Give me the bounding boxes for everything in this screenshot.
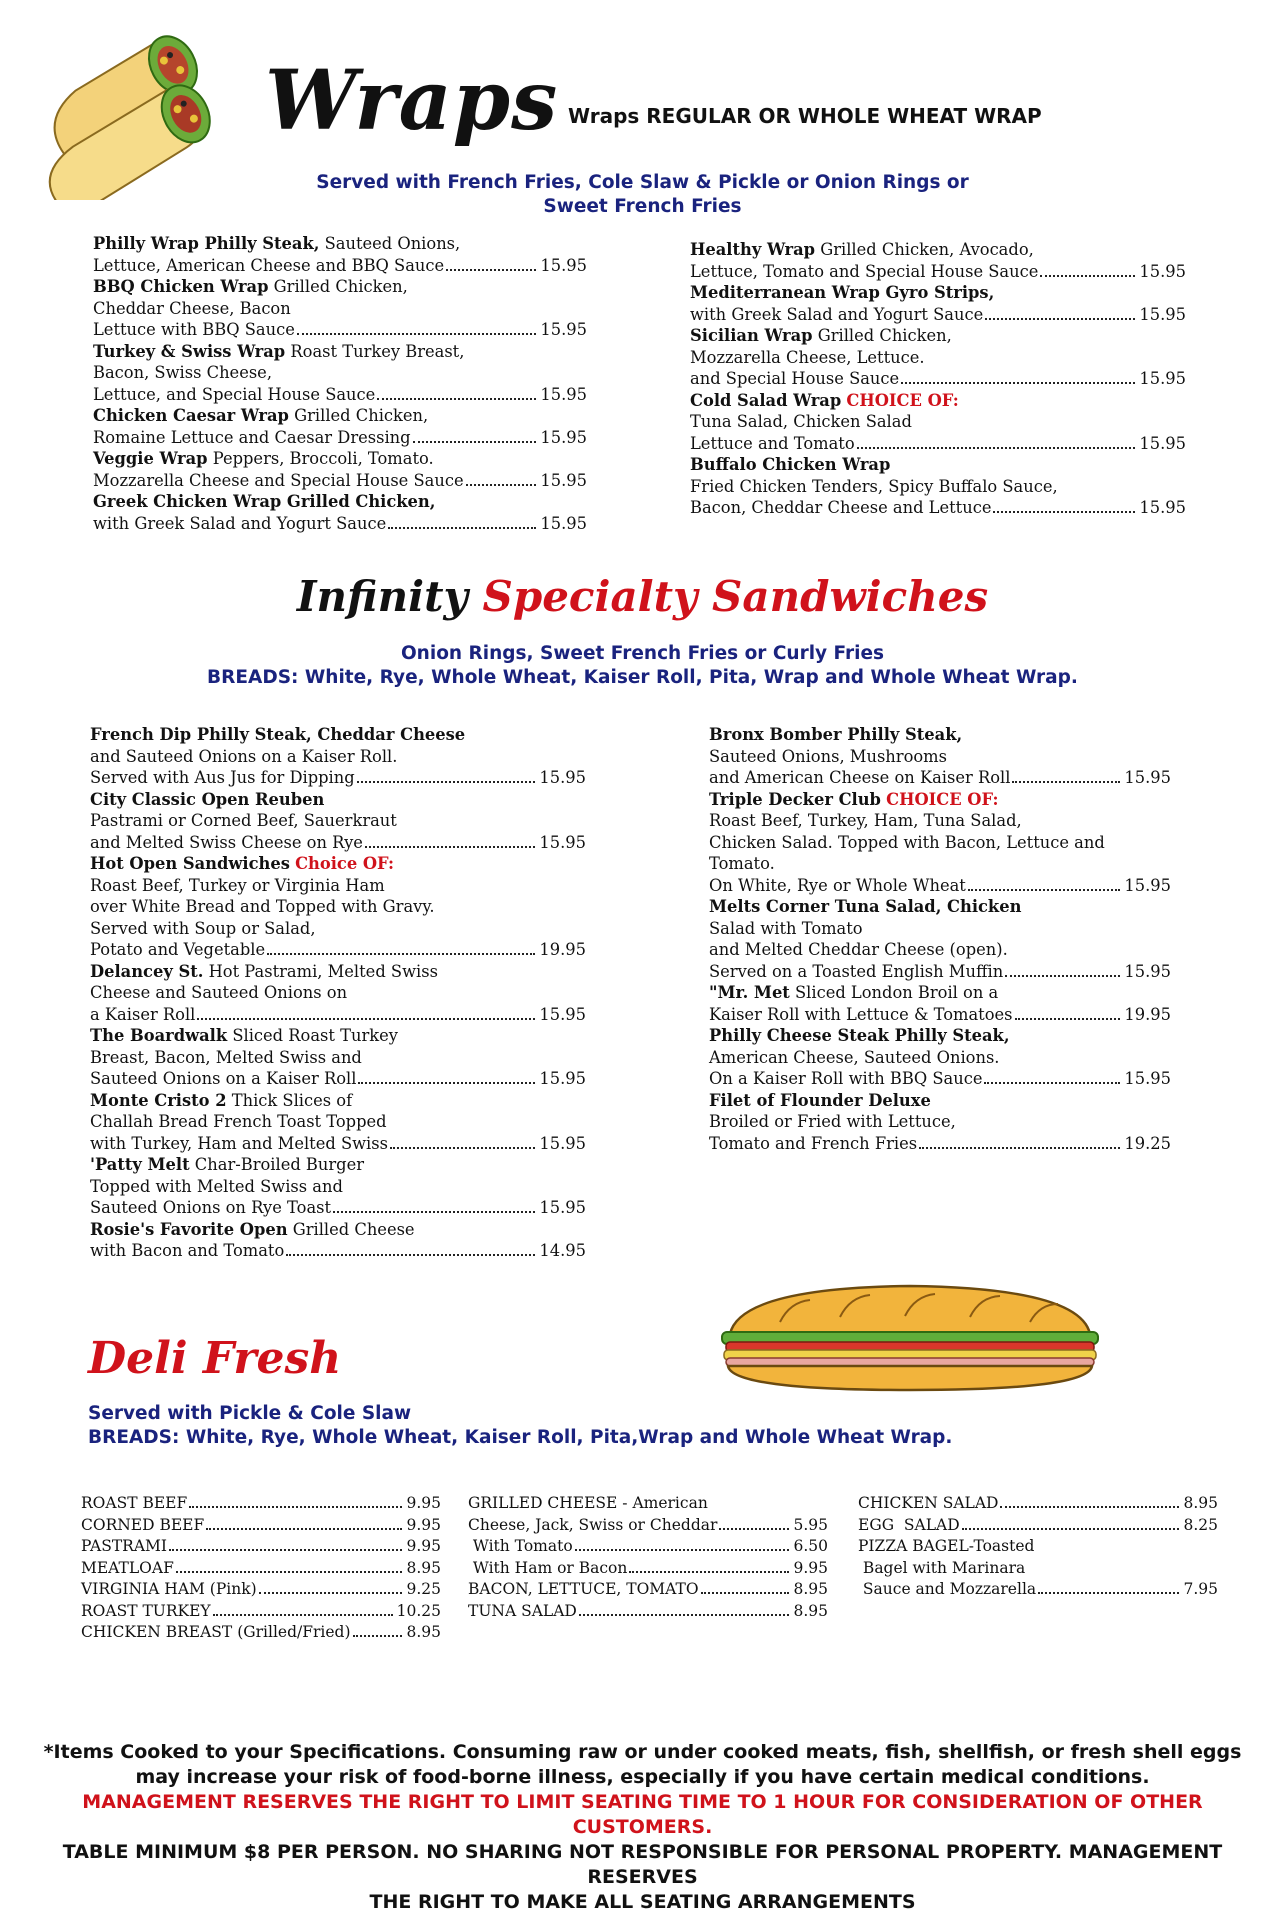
wraps-left-column [93, 233, 587, 534]
dot-leader [901, 382, 1135, 384]
item-price: 15.95 [540, 427, 587, 447]
menu-item [93, 233, 587, 276]
item-desc: Broiled or Fried with Lettuce, [709, 1112, 956, 1131]
item-desc: Cheese and Sauteed Onions on [90, 983, 348, 1002]
specialty-title-red: Specialty Sandwiches [482, 572, 989, 621]
item-price: 19.95 [1124, 1004, 1171, 1024]
deli-title: Deli Fresh [88, 1333, 342, 1384]
item-desc: Served on a Toasted English Muffin [709, 961, 1004, 981]
deli-item-price: 9.25 [406, 1580, 441, 1598]
menu-item [93, 491, 587, 534]
deli-notes [88, 1402, 952, 1450]
item-desc: and Sauteed Onions on a Kaiser Roll. [90, 746, 398, 766]
deli-item-label: MEATLOAF [81, 1558, 174, 1577]
deli-item [858, 1515, 1218, 1537]
deli-item-label: PIZZA BAGEL-Toasted [858, 1537, 1035, 1555]
item-desc: with Greek Salad and Yogurt Sauce [690, 304, 984, 324]
wraps-served-line-1: Served with French Fries, Cole Slaw & Pickle or Onion Rings or [316, 172, 969, 193]
item-desc: On White, Rye or Whole Wheat [709, 875, 966, 895]
footer-disclaimer [40, 1740, 1245, 1915]
deli-item-label: Bagel with Marinara [858, 1558, 1026, 1577]
dot-leader [984, 1082, 1120, 1084]
item-desc: Lettuce, and Special House Sauce [93, 384, 376, 404]
choice-label: Choice OF: [295, 854, 395, 873]
item-price: 19.25 [1124, 1133, 1171, 1153]
deli-item [81, 1579, 441, 1601]
deli-item [468, 1558, 828, 1580]
dot-leader [1038, 1592, 1179, 1594]
dot-leader [466, 484, 537, 486]
item-desc: Roast Turkey Breast, [290, 341, 465, 361]
menu-item [90, 1025, 586, 1090]
item-desc: Grilled Chicken, [294, 406, 429, 425]
item-name: Greek Chicken Wrap Grilled Chicken, [93, 492, 436, 511]
dot-leader [353, 1635, 403, 1637]
item-desc: with Greek Salad and Yogurt Sauce [93, 513, 387, 533]
item-desc: Sauteed Onions on Rye Toast [90, 1198, 332, 1217]
item-name: Filet of Flounder Deluxe [709, 1090, 931, 1110]
item-desc: Chicken Salad. Topped with Bacon, Lettuce and Tomato. [709, 832, 1105, 873]
menu-item [690, 390, 1186, 455]
item-desc: Mozzarella Cheese, Lettuce. [690, 347, 925, 367]
deli-item [81, 1493, 441, 1515]
specialty-note-breads: BREADS: White, Rye, Whole Wheat, Kaiser Roll, Pita, Wrap and Whole Wheat Wrap. [207, 667, 1078, 688]
dot-leader [575, 1549, 790, 1551]
item-desc: Thick Slices of [231, 1090, 353, 1110]
item-name: Turkey & Swiss Wrap [93, 341, 286, 361]
item-price: 15.95 [1139, 304, 1186, 324]
item-desc: Hot Pastrami, Melted Swiss [208, 961, 438, 981]
footer-line-4: TABLE MINIMUM $8 PER PERSON. NO SHARING NOT RESPONSIBLE FOR PERSONAL PROPERTY. MANAGEMENT RESERVES [62, 1841, 1223, 1888]
dot-leader [993, 511, 1135, 513]
item-name: Cold Salad Wrap [690, 390, 842, 410]
dot-leader [267, 953, 535, 955]
footer-line-5: THE RIGHT TO MAKE ALL SEATING ARRANGEMENTS [369, 1891, 916, 1913]
deli-item-price: 7.95 [1183, 1580, 1218, 1598]
dot-leader [413, 441, 537, 443]
dot-leader [259, 1592, 403, 1594]
deli-item-price: 9.95 [406, 1515, 441, 1534]
item-desc: Kaiser Roll with Lettuce & Tomatoes [709, 1004, 1013, 1024]
item-name: Chicken Caesar Wrap [93, 406, 289, 425]
deli-item-label: BACON, LETTUCE, TOMATO [468, 1580, 699, 1598]
dot-leader [719, 1528, 789, 1530]
dot-leader [365, 846, 535, 848]
sub-sandwich-illustration [710, 1282, 1105, 1394]
item-name: Healthy Wrap [690, 240, 816, 259]
item-desc: and American Cheese on Kaiser Roll [709, 768, 1011, 787]
item-desc: Peppers, Broccoli, Tomato. [212, 449, 434, 468]
item-desc: Pastrami or Corned Beef, Sauerkraut [90, 811, 397, 830]
item-desc: with Bacon and Tomato [90, 1241, 285, 1260]
item-price: 15.95 [539, 1004, 586, 1024]
specialty-right-column [709, 724, 1171, 1154]
dot-leader [377, 398, 536, 400]
dot-leader [919, 1147, 1120, 1149]
menu-item [709, 982, 1171, 1025]
item-desc: Tomato and French Fries [709, 1133, 918, 1153]
deli-item-price: 8.95 [1183, 1494, 1218, 1512]
item-desc: Mozzarella Cheese and Special House Sauce [93, 470, 464, 490]
item-price: 15.95 [1139, 369, 1186, 388]
item-desc: Grilled Cheese [292, 1219, 415, 1239]
deli-item-price: 8.95 [406, 1623, 441, 1641]
menu-item [709, 1090, 1171, 1155]
deli-item-label: CHICKEN SALAD [858, 1494, 999, 1512]
wraps-served-line-2: Sweet French Fries [543, 196, 742, 217]
menu-item [90, 789, 586, 854]
item-desc: Topped with Melted Swiss and [90, 1176, 343, 1196]
choice-label: CHOICE OF: [846, 390, 959, 410]
deli-item-price: 9.95 [406, 1537, 441, 1555]
item-desc: Challah Bread French Toast Topped [90, 1112, 387, 1131]
menu-item [90, 961, 586, 1026]
item-price: 15.95 [1139, 261, 1186, 281]
item-desc: Bacon, Cheddar Cheese and Lettuce [690, 498, 992, 517]
item-desc: Bacon, Swiss Cheese, [93, 363, 272, 382]
item-price: 15.95 [540, 255, 587, 275]
item-desc: Char-Broiled Burger [194, 1155, 365, 1174]
item-desc: with Turkey, Ham and Melted Swiss [90, 1133, 388, 1153]
menu-item [709, 789, 1171, 897]
deli-item-label: CORNED BEEF [81, 1515, 205, 1534]
item-name: Sicilian Wrap [690, 326, 813, 345]
deli-item-label: CHICKEN BREAST (Grilled/Fried) [81, 1623, 351, 1641]
deli-column-1 [81, 1493, 441, 1644]
deli-item [858, 1579, 1218, 1601]
wraps-served-note [0, 171, 1285, 219]
item-desc: Served with Soup or Salad, [90, 918, 316, 938]
dot-leader [1005, 975, 1120, 977]
item-name: Rosie's Favorite Open [90, 1219, 288, 1239]
item-desc: Tuna Salad, Chicken Salad [690, 412, 912, 431]
deli-item-price: 6.50 [793, 1537, 828, 1555]
item-name: Delancey St. [90, 961, 204, 981]
item-desc: Grilled Chicken, Avocado, [820, 240, 1034, 259]
item-name: Buffalo Chicken Wrap [690, 455, 891, 474]
dot-leader [213, 1614, 393, 1616]
item-desc: a Kaiser Roll [90, 1004, 196, 1024]
menu-item [90, 1090, 586, 1155]
specialty-title-black: Infinity [296, 572, 468, 621]
deli-item-price: 5.95 [793, 1515, 828, 1534]
item-desc: Sliced London Broil on a [795, 983, 999, 1002]
item-desc: Roast Beef, Turkey, Ham, Tuna Salad, [709, 811, 1022, 830]
dot-leader [1040, 275, 1135, 277]
item-price: 15.95 [539, 1069, 586, 1088]
deli-item [468, 1579, 828, 1601]
dot-leader [1000, 1506, 1179, 1508]
deli-item [81, 1601, 441, 1623]
item-price: 15.95 [1124, 961, 1171, 981]
deli-item-price: 8.95 [793, 1601, 828, 1620]
item-desc: American Cheese, Sauteed Onions. [709, 1047, 1000, 1067]
specialty-notes [0, 642, 1285, 690]
item-desc: Lettuce with BBQ Sauce [93, 320, 295, 339]
menu-item [709, 724, 1171, 789]
item-price: 15.95 [1124, 1069, 1171, 1088]
dot-leader [968, 889, 1121, 891]
deli-item-price: 8.95 [793, 1580, 828, 1598]
item-name: French Dip Philly Steak, Cheddar Cheese [90, 725, 466, 744]
footer-line-1: *Items Cooked to your Specifications. Consuming raw or under cooked meats, fish, shellfish, or fresh shell eggs [43, 1741, 1242, 1763]
item-desc: Lettuce and Tomato [690, 433, 855, 453]
item-name: City Classic Open Reuben [90, 789, 325, 809]
dot-leader [629, 1571, 789, 1573]
item-desc: Grilled Chicken, [273, 277, 408, 296]
deli-item [81, 1536, 441, 1558]
menu-item [690, 454, 1186, 519]
item-name: Bronx Bomber Philly Steak, [709, 725, 963, 744]
footer-line-2: may increase your risk of food-borne illness, especially if you have certain medical conditions. [135, 1766, 1150, 1788]
menu-item [690, 325, 1186, 390]
footer-line-3: MANAGEMENT RESERVES THE RIGHT TO LIMIT SEATING TIME TO 1 HOUR FOR CONSIDERATION OF OTHER CUSTOMERS. [82, 1791, 1203, 1838]
deli-item [468, 1515, 828, 1537]
deli-item [468, 1536, 828, 1558]
item-name: 'Patty Melt [90, 1155, 190, 1174]
item-desc: Roast Beef, Turkey or Virginia Ham [90, 875, 385, 895]
item-desc: Potato and Vegetable [90, 940, 266, 959]
menu-item [93, 341, 587, 406]
item-price: 15.95 [540, 384, 587, 404]
item-price: 15.95 [539, 832, 586, 852]
item-name: BBQ Chicken Wrap [93, 277, 269, 296]
menu-item [93, 405, 587, 448]
deli-item-price: 9.95 [793, 1558, 828, 1577]
deli-note-sides: Served with Pickle & Cole Slaw [88, 1403, 412, 1424]
specialty-note-sides: Onion Rings, Sweet French Fries or Curly Fries [400, 643, 885, 664]
dot-leader [857, 447, 1136, 449]
item-desc: and Melted Swiss Cheese on Rye [90, 832, 363, 852]
item-name: Philly Cheese Steak Philly Steak, [709, 1026, 1010, 1045]
menu-item [690, 282, 1186, 325]
item-name: Triple Decker Club [709, 789, 881, 809]
menu-item [90, 1154, 586, 1219]
deli-item-label: GRILLED CHEESE - American [468, 1494, 708, 1512]
item-name: Hot Open Sandwiches [90, 854, 290, 873]
item-price: 15.95 [1139, 498, 1186, 517]
deli-item-label: With Ham or Bacon [468, 1558, 628, 1577]
item-name: Veggie Wrap [93, 449, 208, 468]
item-desc: Lettuce, Tomato and Special House Sauce [690, 261, 1039, 281]
deli-item-price: 9.95 [406, 1494, 441, 1512]
item-desc: Salad with Tomato [709, 918, 863, 938]
deli-item-label: Cheese, Jack, Swiss or Cheddar [468, 1515, 718, 1534]
deli-item-label: Sauce and Mozzarella [858, 1580, 1037, 1598]
item-price: 15.95 [540, 513, 587, 533]
item-price: 15.95 [539, 1133, 586, 1153]
wraps-right-column [690, 239, 1186, 519]
deli-item-label: PASTRAMI [81, 1537, 168, 1555]
dot-leader [206, 1528, 402, 1530]
item-desc: over White Bread and Topped with Gravy. [90, 897, 435, 916]
deli-column-2 [468, 1493, 828, 1622]
item-desc: Grilled Chicken, [817, 326, 952, 345]
menu-item [90, 724, 586, 789]
dot-leader [1015, 1018, 1121, 1020]
item-desc: Lettuce, American Cheese and BBQ Sauce [93, 255, 445, 275]
dot-leader [176, 1571, 403, 1573]
item-desc: Sauteed Onions on a Kaiser Roll [90, 1069, 357, 1088]
deli-item [81, 1558, 441, 1580]
item-name: "Mr. Met [709, 983, 790, 1002]
item-price: 15.95 [540, 470, 587, 490]
deli-item-price: 8.25 [1183, 1515, 1218, 1534]
dot-leader [579, 1614, 790, 1616]
item-desc: Sauteed Onions, [324, 234, 461, 253]
choice-label: CHOICE OF: [886, 789, 999, 809]
deli-item-label: ROAST BEEF [81, 1494, 188, 1512]
deli-item [81, 1515, 441, 1537]
dot-leader [357, 781, 536, 783]
dot-leader [169, 1549, 402, 1551]
deli-item-label: ROAST TURKEY [81, 1601, 211, 1620]
item-price: 15.95 [539, 768, 586, 787]
item-desc: Cheddar Cheese, Bacon [93, 298, 291, 318]
item-desc: Romaine Lettuce and Caesar Dressing [93, 427, 411, 447]
wraps-title: Wraps [265, 53, 559, 149]
dot-leader [358, 1082, 535, 1084]
menu-item [93, 448, 587, 491]
dot-leader [197, 1018, 535, 1020]
deli-item-price: 8.95 [406, 1558, 441, 1577]
menu-item [690, 239, 1186, 282]
deli-column-3 [858, 1493, 1218, 1601]
item-desc: and Special House Sauce [690, 369, 900, 388]
item-desc: Fried Chicken Tenders, Spicy Buffalo Sauce, [690, 476, 1058, 496]
item-name: Monte Cristo 2 [90, 1090, 227, 1110]
deli-item-label: VIRGINIA HAM (Pink) [81, 1580, 257, 1598]
dot-leader [1012, 781, 1120, 783]
wraps-subtitle: Wraps REGULAR OR WHOLE WHEAT WRAP [568, 104, 1042, 128]
dot-leader [333, 1211, 535, 1213]
deli-note-breads: BREADS: White, Rye, Whole Wheat, Kaiser Roll, Pita,Wrap and Whole Wheat Wrap. [88, 1427, 953, 1448]
menu-item [709, 1025, 1171, 1090]
menu-item [90, 1219, 586, 1262]
deli-item [81, 1622, 441, 1644]
dot-leader [297, 333, 537, 335]
item-desc: Sauteed Onions, Mushrooms [709, 746, 947, 766]
item-name: The Boardwalk [90, 1026, 228, 1045]
specialty-left-column [90, 724, 586, 1262]
item-desc: and Melted Cheddar Cheese (open). [709, 940, 1008, 959]
dot-leader [189, 1506, 402, 1508]
deli-item-label: EGG SALAD [858, 1515, 960, 1534]
deli-item [858, 1493, 1218, 1515]
item-name: Mediterranean Wrap Gyro Strips, [690, 283, 995, 302]
item-price: 14.95 [539, 1241, 586, 1260]
deli-item-label: With Tomato [468, 1537, 573, 1555]
dot-leader [985, 318, 1135, 320]
item-price: 15.95 [540, 320, 587, 339]
dot-leader [701, 1592, 790, 1594]
specialty-title [0, 571, 1285, 623]
item-desc: Served with Aus Jus for Dipping [90, 768, 355, 787]
item-desc: On a Kaiser Roll with BBQ Sauce [709, 1069, 983, 1088]
item-price: 15.95 [1124, 768, 1171, 787]
deli-item [468, 1601, 828, 1623]
item-name: Philly Wrap Philly Steak, [93, 234, 320, 253]
dot-leader [286, 1254, 535, 1256]
deli-item-price: 10.25 [396, 1601, 441, 1620]
item-price: 19.95 [539, 940, 586, 959]
item-desc: Breast, Bacon, Melted Swiss and [90, 1047, 362, 1067]
item-price: 15.95 [1124, 875, 1171, 895]
item-desc: Sliced Roast Turkey [232, 1026, 398, 1045]
item-price: 15.95 [1139, 433, 1186, 453]
dot-leader [446, 269, 536, 271]
deli-item-label: TUNA SALAD [468, 1601, 577, 1620]
item-name: Melts Corner Tuna Salad, Chicken [709, 897, 1022, 916]
menu-item [709, 896, 1171, 982]
dot-leader [388, 527, 536, 529]
item-price: 15.95 [539, 1198, 586, 1217]
menu-item [93, 276, 587, 341]
dot-leader [962, 1528, 1180, 1530]
menu-item [90, 853, 586, 961]
dot-leader [390, 1147, 535, 1149]
